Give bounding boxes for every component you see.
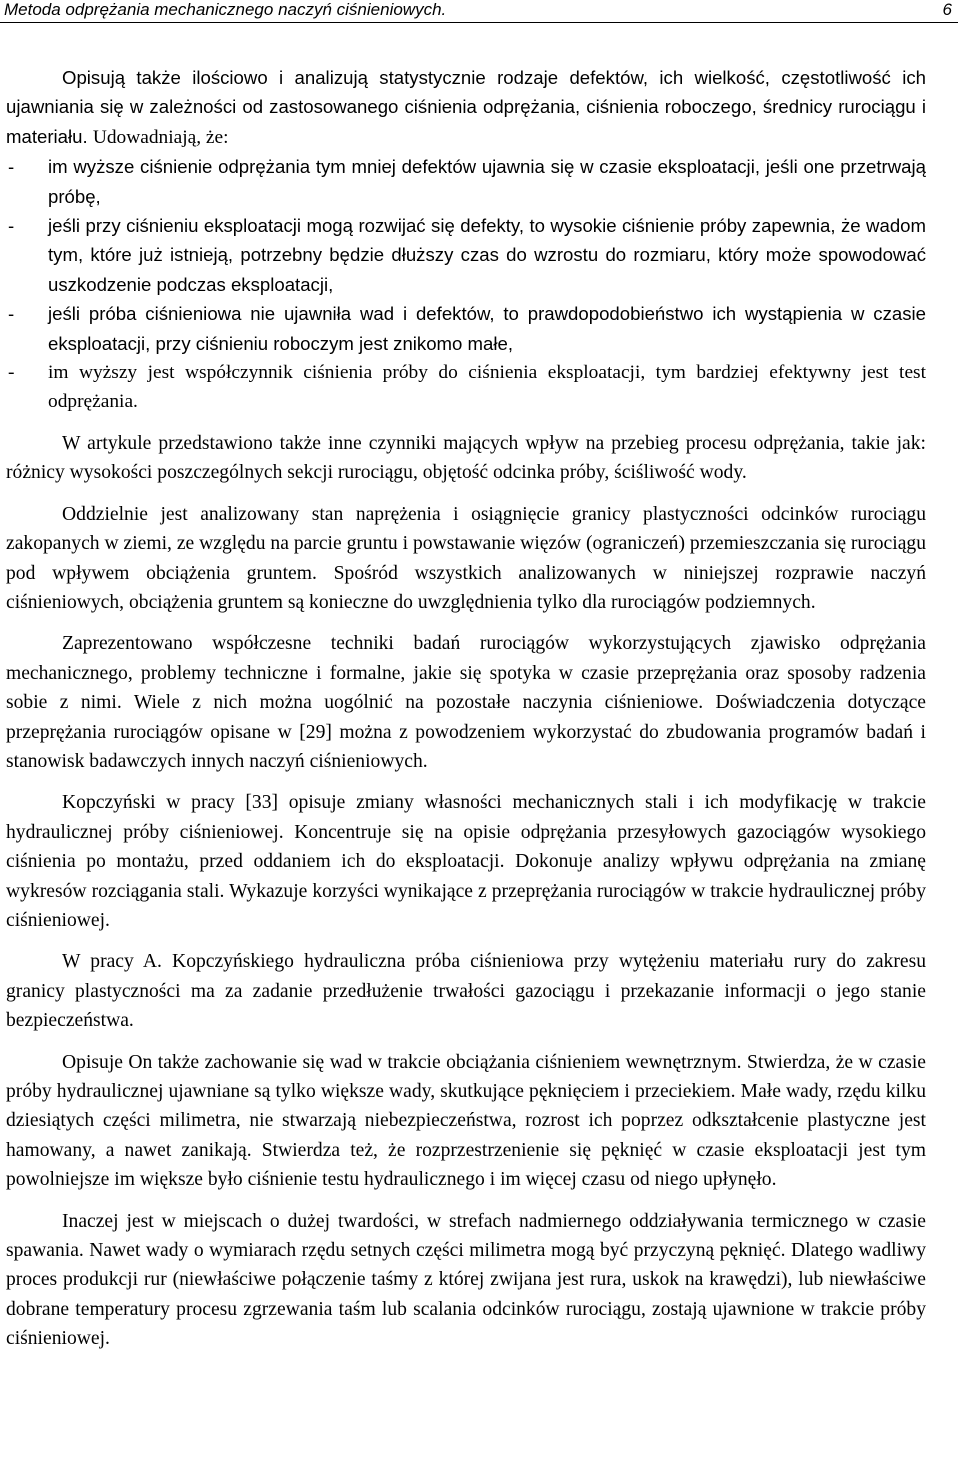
spacer (6, 1036, 926, 1048)
paragraph: W artykule przedstawiono także inne czynniki mających wpływ na przebieg procesu odprężania, takie jak: różnicy wysokości poszczególnych sekcji rurociągu, objętość odcinka próby, ściśliwość wody. (6, 432, 926, 484)
paragraph: Oddzielnie jest analizowany stan naprężenia i osiągnięcie granicy plastyczności odcinków rurociągu zakopanych w ziemi, ze względu na parcie gruntu i powstawanie więzów (ograniczeń) przemieszczania się rurociągu pod wpływem obciążenia gruntem. Spośród wszystkich analizowanych w niniejszej rozprawie naczyń ciśnieniowych, obciążenia gruntem są konieczne do uwzględnienia tylko dla rurociągów podziemnych. (6, 503, 926, 613)
list-item-text: im wyższy jest współczynnik ciśnienia próby do ciśnienia eksploatacji, tym bardziej efektywny jest test odprężania. (48, 362, 926, 413)
document-body (6, 63, 926, 1354)
list-dash: - (8, 362, 15, 384)
list-dash: - (8, 156, 15, 178)
intro-lead: Opisują także ilościowo i analizują statystycznie rodzaje defektów, ich wielkość, częstotliwość ich ujawniania się w zależności od zastosowanego ciśnienia odprężania, ciśnienia roboczego, średnicy rurociągu i materiału. (6, 67, 926, 147)
spacer (6, 617, 926, 629)
running-title: Metoda odprężania mechanicznego naczyń ciśnieniowych. (4, 0, 447, 19)
paragraph: Kopczyński w pracy [33] opisuje zmiany własności mechanicznych stali i ich modyfikację w trakcie hydraulicznej próby ciśnieniowej. Koncentruje się na opisie odprężania przesyłowych gazociągów wysokiego ciśnienia po montażu, przed oddaniem ich do eksploatacji. Dokonuje analizy wpływu odprężania na zmianę wykresów rozciągania stali. Wykazuje korzyści wynikające z przeprężania rurociągów w trakcie hydraulicznej próby ciśnieniowej. (6, 792, 926, 931)
list-dash: - (8, 215, 15, 237)
list-item (6, 299, 926, 358)
spacer (6, 1195, 926, 1207)
paragraph: Zaprezentowano współczesne techniki badań rurociągów wykorzystujących zjawisko odprężania mechanicznego, problemy techniczne i formalne, jakie się spotyka w czasie przeprężania oraz sposoby radzenia sobie z nimi. Wiele z nich można uogólnić na pozostałe naczynia ciśnieniowe. Doświadczenia dotyczące przeprężania rurociągów opisane w [29] można z powodzeniem wykorzystać do zbudowania programów badań i stanowisk badawczych innych naczyń ciśnieniowych. (6, 633, 926, 772)
spacer (6, 935, 926, 947)
intro-tail: Udowadniają, że: (92, 126, 229, 148)
page-number: 6 (942, 0, 952, 19)
findings-list (6, 152, 926, 417)
list-item (6, 358, 926, 417)
spacer (6, 776, 926, 788)
page-header (0, 0, 958, 23)
list-item-text: jeśli próba ciśnieniowa nie ujawniła wad i defektów, to prawdopodobieństwo ich wystąpienia w czasie eksploatacji, przy ciśnieniu roboczym jest znikomo małe, (48, 303, 926, 354)
list-item-text: jeśli przy ciśnieniu eksploatacji mogą rozwijać się defekty, to wysokie ciśnienie próby zapewnia, że wadom tym, które już istnieją, potrzebny będzie dłuższy czas do wzrostu do rozmiaru, który może spowodować uszkodzenie podczas eksploatacji, (48, 215, 926, 295)
paragraph: Opisuje On także zachowanie się wad w trakcie obciążania ciśnieniem wewnętrznym. Stwierdza, że w czasie próby hydraulicznej ujawniane są tylko większe wady, skutkujące pęknięciem i przeciekiem. Małe wady, rzędu kilku dziesiątych części milimetra, nie stwarzają niebezpieczeństwa, rozrost ich poprzez odkształcenie plastyczne jest hamowany, a nawet zanikają. Stwierdza też, że rozprzestrzenienie się pęknięć w czasie eksploatacji jest tym powolniejsze im większe było ciśnienie testu hydraulicznego i im więcej czasu od niego upłynęło. (6, 1051, 926, 1191)
list-item-text: im wyższe ciśnienie odprężania tym mniej defektów ujawnia się w czasie eksploatacji, jeśli one przetrwają próbę, (48, 156, 926, 207)
intro-paragraph (6, 63, 926, 152)
spacer (6, 417, 926, 429)
spacer (6, 488, 926, 500)
list-item (6, 211, 926, 299)
paragraph: Inaczej jest w miejscach o dużej twardości, w strefach nadmiernego oddziaływania termicznego w czasie spawania. Nawet wady o wymiarach rzędu setnych części milimetra mogą być przyczyną pęknięć. Dlatego wadliwy proces produkcji rur (niewłaściwe połączenie taśmy z której zwijana jest rura, uskok na krawędzi), lub niewłaściwe dobrane temperatury procesu zgrzewania taśm lub scalania odcinków rurociągu, zostają ujawnione w trakcie próby ciśnieniowej. (6, 1210, 926, 1350)
list-dash: - (8, 303, 15, 325)
list-item (6, 152, 926, 211)
paragraph: W pracy A. Kopczyńskiego hydrauliczna próba ciśnieniowa przy wytężeniu materiału rury do zakresu granicy plastyczności ma za zadanie przedłużenie trwałości gazociągu i przekazanie informacji o jego stanie bezpieczeństwa. (6, 951, 926, 1032)
